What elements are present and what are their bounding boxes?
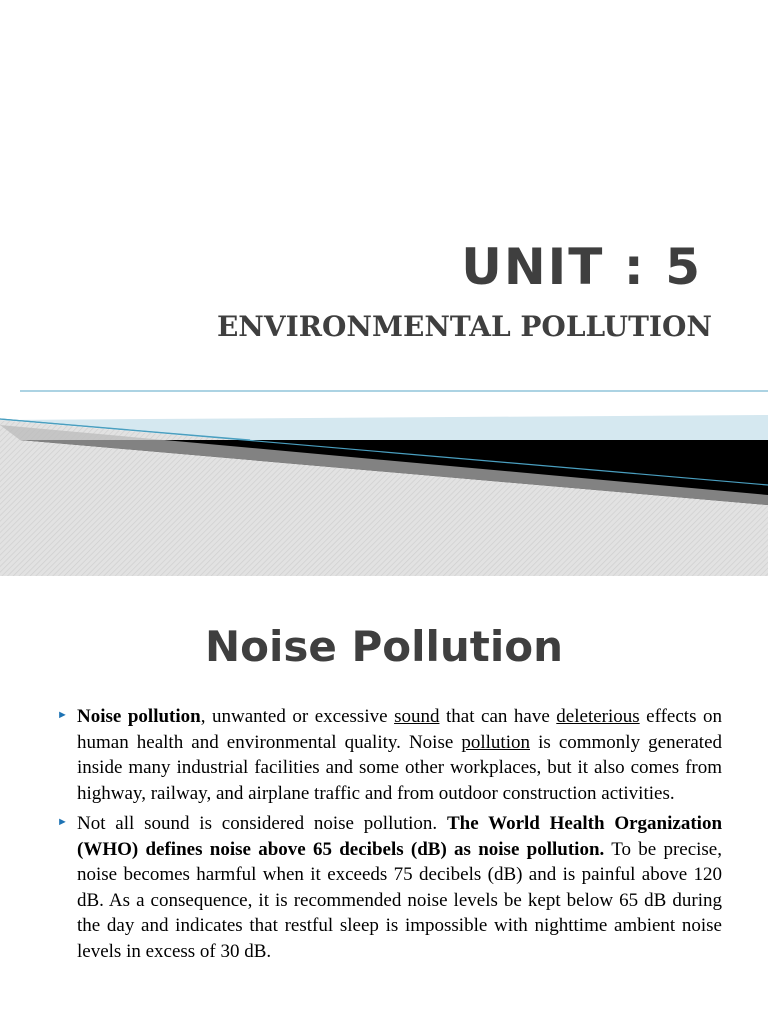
text-span: To be precise, noise becomes harmful when it exceeds 75 decibels (dB) and is painful above 120 dB. As a consequence, it is recommended noise levels be kept below 65 dB during the day and indicates that restful sleep is impossible with nighttime ambient noise levels in excess of 30 dB. xyxy=(77,838,722,962)
bullet-arrow-icon: ► xyxy=(57,709,68,721)
bullet-item xyxy=(57,811,722,964)
text-span: , unwanted or excessive xyxy=(200,706,395,727)
text-span: is commonly generated inside many industrial facilities and some other workplaces, but it also comes from highway, railway, and airplane traffic and from outdoor construction activities. xyxy=(77,731,722,804)
content-title: Noise Pollution xyxy=(204,622,564,671)
bold-term: Noise pollution xyxy=(77,706,201,727)
slide-title: UNIT : 5 xyxy=(461,238,702,296)
bullet-list xyxy=(57,704,722,969)
link-pollution[interactable]: pollution xyxy=(461,731,530,753)
bullet-arrow-icon: ► xyxy=(57,816,68,828)
link-deleterious[interactable]: deleterious xyxy=(556,706,640,727)
content-slide xyxy=(0,576,768,1024)
text-span: Not all sound is considered noise pollution. xyxy=(77,813,447,834)
slide-subtitle: ENVIRONMENTAL POLLUTION xyxy=(216,310,712,343)
text-span: that can have xyxy=(439,706,557,727)
decorative-banner xyxy=(0,385,768,576)
bold-statement: The World Health Organization (WHO) defines noise above 65 decibels (dB) as noise pollution. xyxy=(77,813,723,860)
text-span: effects on human health and environmental quality. Noise xyxy=(77,706,722,753)
link-sound[interactable]: sound xyxy=(394,706,440,727)
bullet-item xyxy=(57,704,722,806)
